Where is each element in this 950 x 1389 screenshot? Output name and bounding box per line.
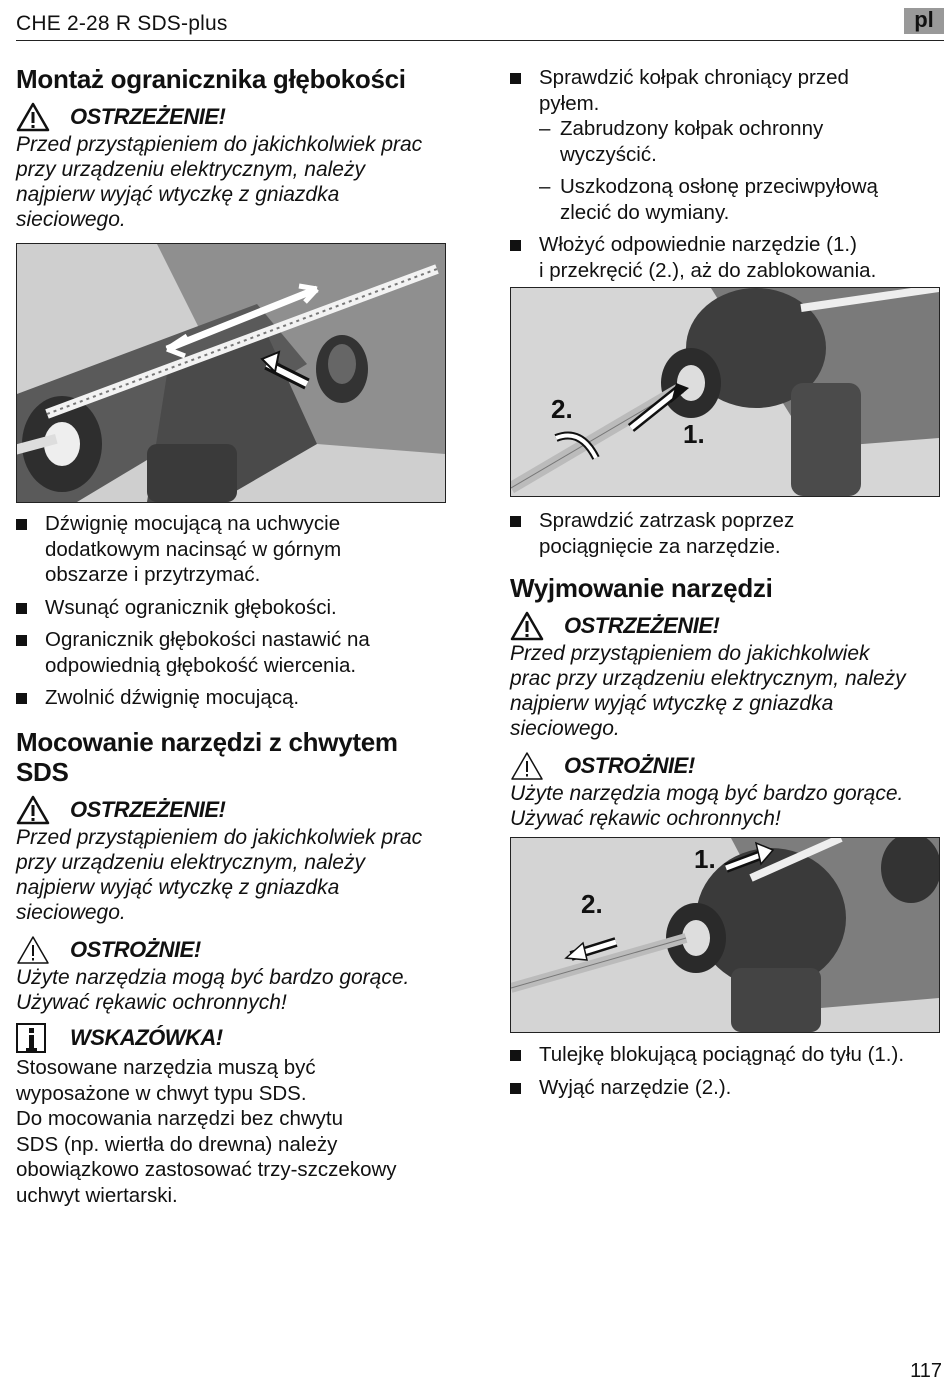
list-item [510,1042,945,1068]
note-header [16,1023,456,1053]
warning-triangle-icon [510,611,544,641]
text-line: Użyte narzędzia mogą być bardzo gorące. [510,782,904,805]
text-line: przy urządzeniu elektrycznym, należy [16,851,365,874]
text-line: Sprawdzić zatrzask poprzez [539,509,795,532]
text-line: sieciowego. [510,717,620,740]
figure-tool-removal [510,837,940,1033]
drill-illustration [17,244,445,502]
bullet-icon [16,603,27,614]
caution-header [510,751,945,781]
document-title: CHE 2-28 R SDS-plus [16,12,228,35]
caution-triangle-icon [16,935,50,965]
depth-stop-steps [16,511,456,718]
info-icon [16,1023,46,1053]
warning-label: OSTRZEŻENIE! [564,613,720,638]
dust-cap-check-steps [510,65,940,290]
text-line: obowiązkowo zastosować trzy-szczekowy [16,1158,397,1181]
text-line: Do mocowania narzędzi bez chwytu [16,1107,344,1130]
section-heading: Wyjmowanie narzędzi [510,573,773,603]
step-label: 2. [581,889,603,919]
text-line: obszarze i przytrzymać. [45,563,261,586]
text-line: pociągnięcie za narzędzie. [539,534,781,558]
page-number: 117 [910,1360,942,1382]
text-line: dodatkowym nacinsąć w górnym [45,537,342,561]
warning-label: OSTRZEŻENIE! [70,797,226,822]
text-line: Dźwignię mocującą na uchwycie [45,512,341,535]
list-item [510,1075,945,1101]
caution-text [16,965,456,1015]
text-line: najpierw wyjąć wtyczkę z gniazdka [510,692,834,715]
page-header [16,8,944,41]
drill-illustration [511,288,939,496]
text-line: odpowiednią głębokość wiercenia. [45,653,357,677]
heading-line: SDS [16,757,69,787]
text-line: i przekręcić (2.), aż do zablokowania. [539,258,877,282]
text-line: prac przy urządzeniu elektrycznym, należy [510,667,906,690]
warning-label: OSTRZEŻENIE! [70,104,226,129]
text-line: sieciowego. [16,208,126,231]
warning-text [510,641,945,741]
caution-triangle-icon [510,751,544,781]
text-line: Użyte narzędzia mogą być bardzo gorące. [16,966,410,989]
text-line: uchwyt wiertarski. [16,1183,178,1207]
warning-text [16,132,456,232]
text-line: SDS (np. wiertła do drewna) należy [16,1132,338,1156]
bullet-icon [510,516,521,527]
language-badge: pl [904,8,944,34]
heading-line: Mocowanie narzędzi z chwytem [16,727,398,757]
warning-triangle-icon [16,795,50,825]
warning-header [510,611,945,641]
section-depth-stop [16,64,456,232]
text-line: Stosowane narzędzia muszą być [16,1056,316,1079]
warning-text [16,825,456,925]
text-line: Wyjąć narzędzie (2.). [539,1075,732,1099]
bullet-icon [16,635,27,646]
bullet-icon [510,73,521,84]
bullet-icon [510,1083,521,1094]
step-label: 2. [551,394,573,424]
text-line: Zwolnić dźwignię mocującą. [45,686,300,709]
text-line: pyłem. [539,91,600,115]
text-line: Ogranicznik głębokości nastawić na [45,628,370,651]
latch-check-step [510,508,940,566]
text-line: najpierw wyjąć wtyczkę z gniazdka [16,876,340,899]
text-line: sieciowego. [16,901,126,924]
list-item [510,232,940,283]
caution-label: OSTROŻNIE! [564,753,695,778]
sub-list-item: – Uszkodzoną osłonę przeciwpyłową zlecić do wymiany. [539,174,940,225]
list-item [16,627,456,678]
section-heading [16,727,456,787]
text-line: Używać rękawic ochronnych! [510,807,781,830]
tool-removal-steps [510,1042,945,1107]
section-tool-removal [510,573,945,831]
text-line: Przed przystąpieniem do jakichkolwiek [510,642,870,665]
figure-tool-insertion [510,287,940,497]
warning-triangle-icon [16,102,50,132]
list-item [16,511,456,588]
text-line: Przed przystąpieniem do jakichkolwiek prac [16,133,423,156]
section-sds-tool-mounting [16,727,456,1208]
list-item [510,508,940,559]
text-line: Włożyć odpowiednie narzędzie (1.) [539,233,857,256]
text-line: wyposażone w chwyt typu SDS. [16,1081,307,1105]
text-line: zlecić do wymiany. [560,200,730,224]
text-line: Wsunąć ogranicznik głębokości. [45,595,337,619]
warning-header [16,795,456,825]
text-line: przy urządzeniu elektrycznym, należy [16,158,365,181]
list-item [16,685,456,711]
step-label: 1. [683,419,705,449]
section-heading: Montaż ogranicznika głębokości [16,64,406,94]
bullet-icon [16,693,27,704]
caution-header [16,935,456,965]
note-text [16,1055,456,1208]
list-item [510,65,940,225]
note-label: WSKAZÓWKA! [70,1025,223,1050]
text-line: najpierw wyjąć wtyczkę z gniazdka [16,183,340,206]
list-item [16,595,456,621]
caution-text [510,781,945,831]
step-label: 1. [694,844,716,874]
bullet-icon [510,1050,521,1061]
figure-depth-stop-mounting [16,243,446,503]
sub-list-item: – Zabrudzony kołpak ochronny wyczyścić. [539,116,940,167]
bullet-icon [510,240,521,251]
bullet-icon [16,519,27,530]
text-line: Uszkodzoną osłonę przeciwpyłową [560,175,878,198]
drill-illustration [511,838,939,1032]
text-line: Używać rękawic ochronnych! [16,991,287,1014]
caution-label: OSTROŻNIE! [70,937,201,962]
text-line: Przed przystąpieniem do jakichkolwiek prac [16,826,423,849]
text-line: Zabrudzony kołpak ochronny [560,117,824,140]
text-line: Tulejkę blokującą pociągnąć do tyłu (1.). [539,1043,905,1066]
text-line: Sprawdzić kołpak chroniący przed [539,66,849,89]
warning-header [16,102,456,132]
sub-list [539,116,940,225]
text-line: wyczyścić. [560,142,657,166]
